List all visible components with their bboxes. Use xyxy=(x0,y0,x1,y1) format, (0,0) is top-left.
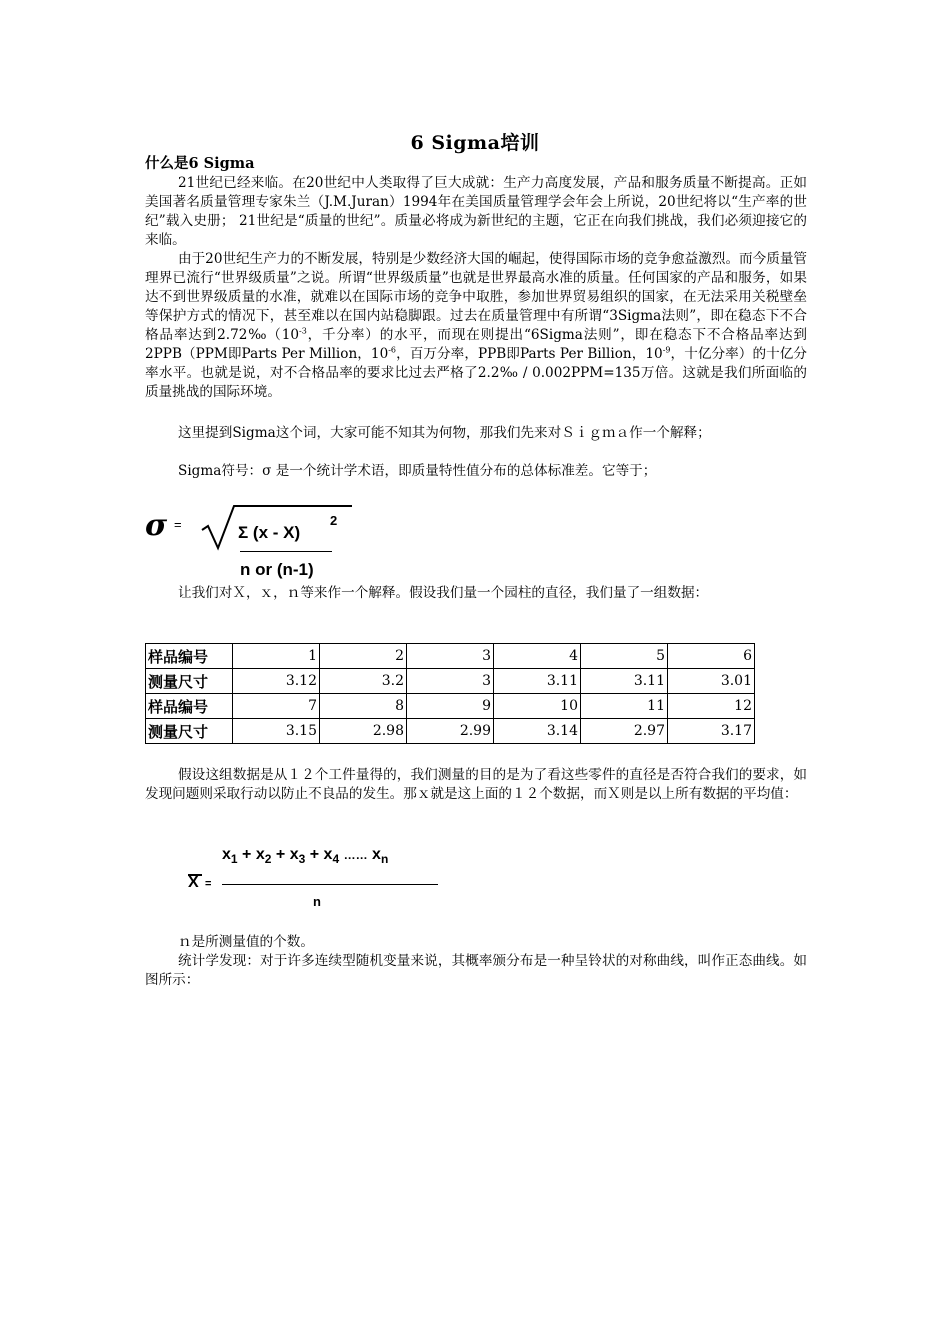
section-heading: 什么是6 Sigma xyxy=(145,155,255,172)
row-label: 测量尺寸 xyxy=(146,719,233,744)
paragraph-sigma-intro: 这里提到Sigma这个词，大家可能不知其为何物，那我们先来对Ｓｉｇｍａ作一个解释； xyxy=(178,425,711,441)
table-cell: 2.98 xyxy=(320,719,407,744)
table-cell: 6 xyxy=(668,644,755,669)
table-cell: 10 xyxy=(494,694,581,719)
table-cell: 3.2 xyxy=(320,669,407,694)
table-cell: 11 xyxy=(581,694,668,719)
sigma-equals: = xyxy=(174,517,182,532)
table-cell: 3.01 xyxy=(668,669,755,694)
table-cell: 3 xyxy=(407,644,494,669)
paragraph-n-definition: ｎ是所测量值的个数。 xyxy=(178,934,314,950)
table-cell: 3 xyxy=(407,669,494,694)
table-cell: 3.12 xyxy=(233,669,320,694)
mean-denominator: n xyxy=(313,894,321,909)
paragraph-data-explanation: 让我们对Ｘ，ｘ，ｎ等来作一个解释。假设我们量一个园柱的直径，我们量了一组数据： xyxy=(178,585,709,601)
table-cell: 5 xyxy=(581,644,668,669)
mean-equals: = xyxy=(205,878,212,890)
measurement-table xyxy=(145,643,755,744)
row-label: 测量尺寸 xyxy=(146,669,233,694)
table-cell: 12 xyxy=(668,694,755,719)
table-cell: 3.11 xyxy=(581,669,668,694)
table-cell: 7 xyxy=(233,694,320,719)
sigma-exponent: 2 xyxy=(330,513,338,528)
table-cell: 9 xyxy=(407,694,494,719)
paragraph-measurement-purpose: 假设这组数据是从１２个工件量得的，我们测量的目的是为了看这些零件的直径是否符合我们的要求，如发现问题则采取行动以防止不良品的发生。那ｘ就是这上面的１２个数据，而Ｘ则是以上所有数据的平均值： xyxy=(145,767,807,802)
table-row xyxy=(146,719,755,744)
table-cell: 3.17 xyxy=(668,719,755,744)
table-cell: 2 xyxy=(320,644,407,669)
mean-numerator: $x_1 + x_2 + x_3 + x_4$ …… $x_n$ xyxy=(222,846,389,867)
mean-symbol: X xyxy=(188,874,199,891)
document-title: 6 Sigma培训 xyxy=(410,132,540,154)
paragraph-intro: 21世纪已经来临。在20世纪中人类取得了巨大成就：生产力高度发展，产品和服务质量不断提高。正如美国著名质量管理专家朱兰（J.M.Juran）1994年在美国质量管理学会年会上所说，20世纪将以“生产率的世纪”载入史册； 21世纪是“质量的世纪”。质量必将成为新世纪的主题，它正在向我们挑战，我们必须迎接它的来临。 xyxy=(145,175,807,248)
table-cell: 8 xyxy=(320,694,407,719)
row-label: 样品编号 xyxy=(146,644,233,669)
table-cell: 3.11 xyxy=(494,669,581,694)
table-row xyxy=(146,694,755,719)
sigma-symbol: σ xyxy=(145,508,168,543)
fraction-bar xyxy=(240,551,332,552)
sigma-numerator: Σ (x - X) xyxy=(238,523,301,542)
paragraph-normal-curve: 统计学发现：对于许多连续型随机变量来说，其概率颁分布是一种呈铃状的对称曲线，叫作正态曲线。如图所示： xyxy=(145,953,807,988)
table-cell: 4 xyxy=(494,644,581,669)
sigma-denominator: n or (n-1) xyxy=(240,560,314,579)
table-row xyxy=(146,669,755,694)
row-label: 样品编号 xyxy=(146,694,233,719)
table-row xyxy=(146,644,755,669)
paragraph-sigma-symbol: Sigma符号：σ 是一个统计学术语，即质量特性值分布的总体标准差。它等于； xyxy=(178,463,657,479)
table-cell: 3.15 xyxy=(233,719,320,744)
table-cell: 3.14 xyxy=(494,719,581,744)
paragraph-world-class-quality: 由于20世纪生产力的不断发展，特别是少数经济大国的崛起，使得国际市场的竞争愈益激烈。而今质量管理界已流行“世界级质量”之说。所谓“世界级质量”也就是世界最高水准的质量。任何国家的产品和服务，如果达不到世界级质量的水准，就难以在国际市场的竞争中取胜，参加世界贸易组织的国家，在无法采用关税壁垒等保护方式的情况下，甚至难以在国内站稳脚跟。过去在质量管理中有所谓“3Sigma法则”，即在稳态下不合格品率达到$2.72‰(10^{-3}$，千分率）的水平，而现在则提出“6Sigma法则”，即在稳态下不合格品率达到2PPB（PPM即Parts Per Million，$10^{-6}$，百万分率，PPB即Parts Per Billion，$10^{-9}$，十亿分率）的十亿分率水平。也就是说，对不合格品率的要求比过去严格了2.2‰ / 0.002PPM=135万倍。这就是我们所面临的质量挑战的国际环境。 xyxy=(145,251,808,400)
mean-fraction-bar xyxy=(222,884,438,885)
table-cell: 2.97 xyxy=(581,719,668,744)
table-cell: 1 xyxy=(233,644,320,669)
table-cell: 2.99 xyxy=(407,719,494,744)
